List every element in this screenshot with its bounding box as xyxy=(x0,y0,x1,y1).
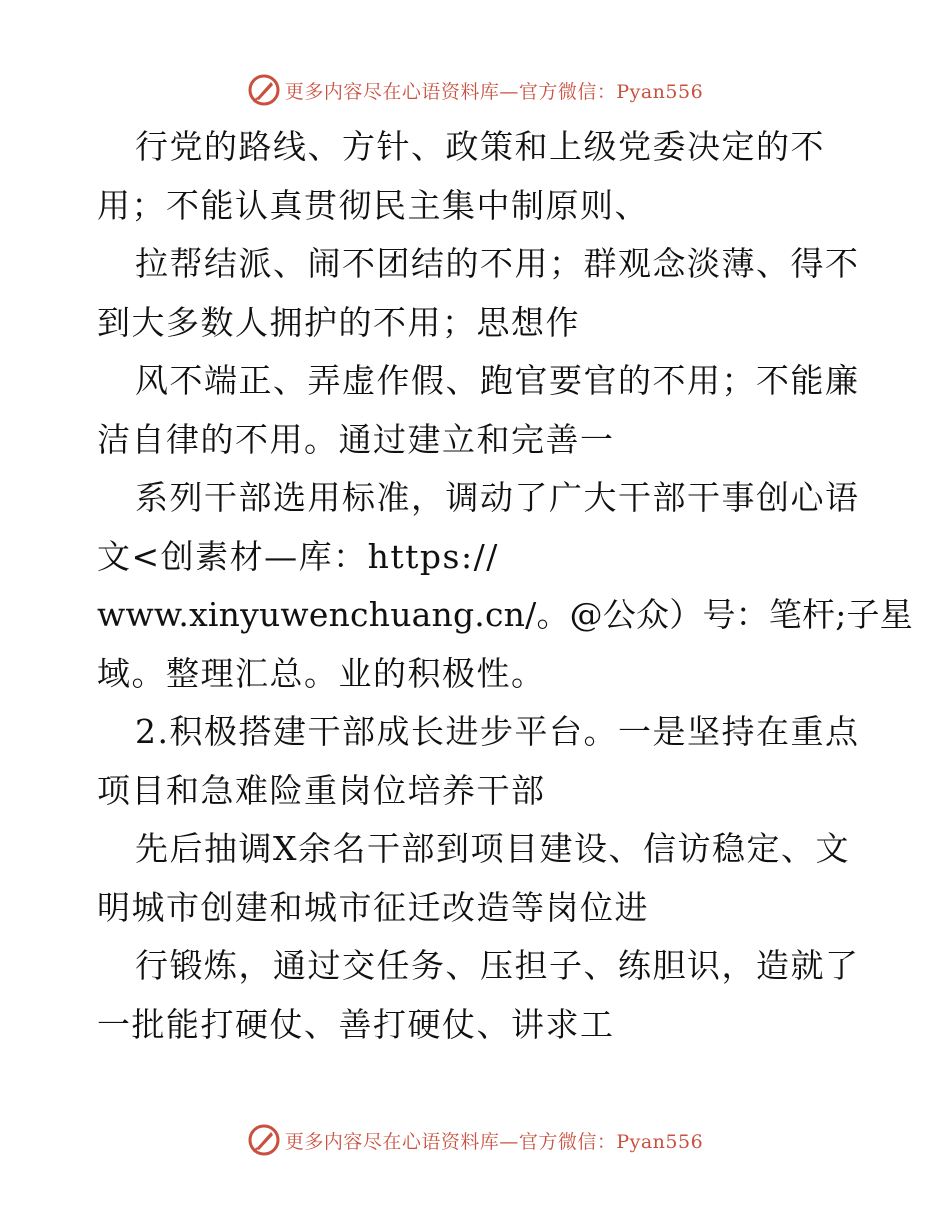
paragraph-line: 先后抽调X余名干部到项目建设、信访稳定、文 xyxy=(135,829,850,868)
paragraph-line: 行锻炼，通过交任务、压担子、练胆识，造就了 xyxy=(135,946,860,985)
paragraph-line: 洁自律的不用。通过建立和完善一 xyxy=(97,419,615,459)
paragraph-line: 用；不能认真贯彻民主集中制原则、 xyxy=(97,185,649,225)
paragraph-line: 2.积极搭建干部成长进步平台。一是坚持在重点 xyxy=(135,712,860,751)
paragraph-line: 域。整理汇总。业的积极性。 xyxy=(97,653,546,693)
paragraph-line: 明城市创建和城市征迁改造等岗位进 xyxy=(97,887,649,927)
footer-watermark xyxy=(0,1120,950,1160)
feather-pen-circle-icon xyxy=(247,1123,281,1157)
document-body xyxy=(97,118,913,1054)
paragraph-line: 拉帮结派、闹不团结的不用；群观念淡薄、得不 xyxy=(135,244,860,283)
paragraph-line: 行党的路线、方针、政策和上级党委决定的不 xyxy=(135,127,825,166)
url-line: www.xinyuwenchuang.cn/。@公众）号：笔杆;子星 xyxy=(97,595,913,634)
feather-pen-circle-icon xyxy=(247,73,281,107)
paragraph-line: 系列干部选用标准，调动了广大干部干事创心语 xyxy=(135,478,860,517)
paragraph-line: 项目和急难险重岗位培养干部 xyxy=(97,770,546,810)
paragraph-line: 文<创素材—库：https:// xyxy=(97,536,499,576)
watermark-text: 更多内容尽在心语资料库—官方微信：Pyan556 xyxy=(284,1130,704,1153)
header-watermark xyxy=(0,70,950,110)
paragraph-line: 一批能打硬仗、善打硬仗、讲求工 xyxy=(97,1004,615,1044)
paragraph-line: 到大多数人拥护的不用；思想作 xyxy=(97,302,580,342)
watermark-text: 更多内容尽在心语资料库—官方微信：Pyan556 xyxy=(284,80,704,103)
paragraph-line: 风不端正、弄虚作假、跑官要官的不用；不能廉 xyxy=(135,361,860,400)
